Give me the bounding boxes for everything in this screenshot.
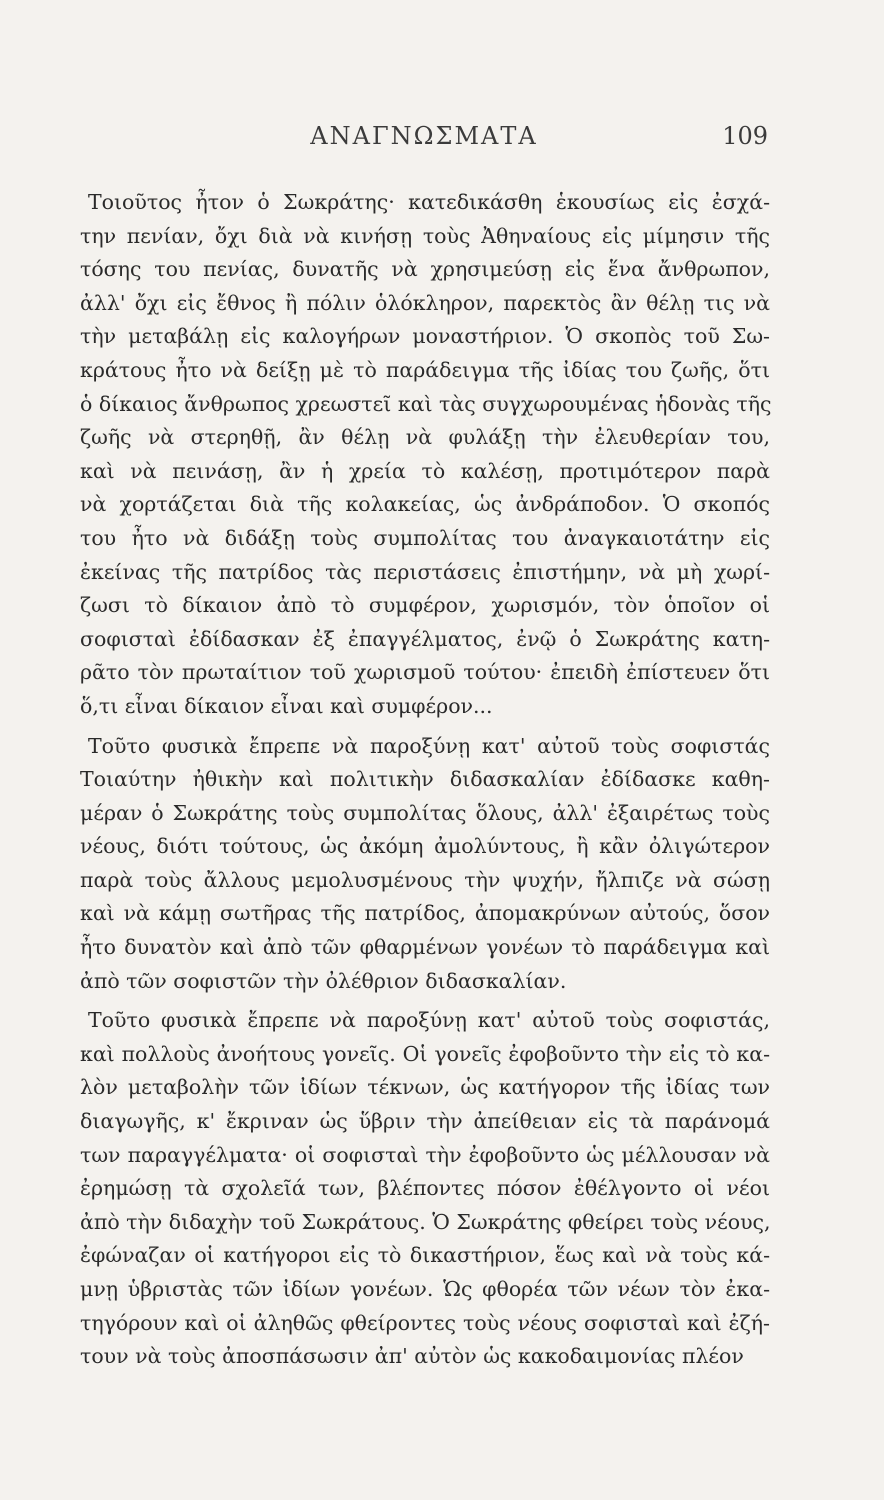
text-line: ζωῆς νὰ στερηθῇ, ἂν θέλῃ νὰ φυλάξῃ τὴν ἐλευθερίαν του,: [80, 425, 770, 450]
text-line: διαγωγῆς, κ' ἔκριναν ὡς ὕβριν τὴν ἀπείθειαν εἰς τὰ παράνομά: [80, 1109, 770, 1134]
text-line: ρᾶτο τὸν πρωταίτιον τοῦ χωρισμοῦ τούτου· ἐπειδὴ ἐπίστευεν ὅτι: [80, 660, 770, 685]
text-line: ἐρημώσῃ τὰ σχολεῖά των, βλέποντες πόσον ἐθέλγοντο οἱ νέοι: [80, 1176, 770, 1201]
text-line: κράτους ἦτο νὰ δείξῃ μὲ τὸ παράδειγμα τῆς ἰδίας του ζωῆς, ὅτι: [80, 357, 770, 382]
text-line: Τοιοῦτος ἦτον ὁ Σωκράτης· κατεδικάσθη ἑκουσίως εἰς ἐσχά-: [88, 190, 770, 214]
text-line: μνῃ ὑβριστὰς τῶν ἰδίων γονέων. Ὡς φθορέα τῶν νέων τὸν ἐκα-: [80, 1277, 770, 1301]
text-line: ἦτο δυνατὸν καὶ ἀπὸ τῶν φθαρμένων γονέων τὸ παράδειγμα καὶ: [80, 935, 770, 960]
text-line: Τοιαύτην ἠθικὴν καὶ πολιτικὴν διδασκαλίαν ἐδίδασκε καθη-: [80, 767, 770, 792]
text-line: ὅ,τι εἶναι δίκαιον εἶναι καὶ συμφέρον...: [80, 693, 493, 718]
running-title: ΑΝΑΓΝΩΣΜΑΤΑ: [310, 122, 538, 150]
text-line: νὰ χορτάζεται διὰ τῆς κολακείας, ὡς ἀνδράποδον. Ὁ σκοπός: [80, 492, 770, 517]
text-line: καὶ πολλοὺς ἀνοήτους γονεῖς. Οἱ γονεῖς ἐφοβοῦντο τὴν εἰς τὸ κα-: [80, 1041, 770, 1066]
body-text: [80, 186, 770, 1380]
text-line: του ἦτο νὰ διδάξῃ τοὺς συμπολίτας του ἀναγκαιοτάτην εἰς: [80, 525, 770, 550]
running-head: [80, 122, 768, 162]
text-line: την πενίαν, ὄχι διὰ νὰ κινήσῃ τοὺς Ἀθηναίους εἰς μίμησιν τῆς: [80, 223, 770, 248]
text-line: τόσης του πενίας, δυνατῆς νὰ χρησιμεύσῃ εἰς ἕνα ἄνθρωπον,: [80, 257, 770, 282]
text-line: ὁ δίκαιος ἄνθρωπος χρεωστεῖ καὶ τὰς συγχωρουμένας ἡδονὰς τῆς: [80, 391, 772, 416]
text-line: καὶ νὰ κάμῃ σωτῆρας τῆς πατρίδος, ἀπομακρύνων αὐτούς, ὅσον: [80, 901, 770, 926]
page-number: 109: [722, 122, 768, 150]
text-line: νέους, διότι τούτους, ὡς ἀκόμη ἀμολύντους, ἢ κἂν ὀλιγώτερον: [80, 834, 770, 859]
text-line: τουν νὰ τοὺς ἀποσπάσωσιν ἀπ' αὐτὸν ὡς κακοδαιμονίας πλέον: [80, 1344, 744, 1369]
text-line: ζωσι τὸ δίκαιον ἀπὸ τὸ συμφέρον, χωρισμόν, τὸν ὁποῖον οἱ: [80, 593, 770, 618]
text-line: τηγόρουν καὶ οἱ ἀληθῶς φθείροντες τοὺς νέους σοφισταὶ καὶ ἐζή-: [80, 1310, 770, 1335]
paragraph: [80, 186, 770, 724]
paragraph: [80, 730, 770, 999]
text-line: ἐκείνας τῆς πατρίδος τὰς περιστάσεις ἐπιστήμην, νὰ μὴ χωρί-: [80, 559, 770, 584]
text-line: των παραγγέλματα· οἱ σοφισταὶ τὴν ἐφοβοῦντο ὡς μέλλουσαν νὰ: [80, 1142, 770, 1167]
text-line: καὶ νὰ πεινάσῃ, ἂν ἡ χρεία τὸ καλέσῃ, προτιμότερον παρὰ: [80, 458, 770, 483]
text-line: λὸν μεταβολὴν τῶν ἰδίων τέκνων, ὡς κατήγορον τῆς ἰδίας των: [80, 1075, 770, 1100]
text-line: ἐφώναζαν οἱ κατήγοροι εἰς τὸ δικαστήριον, ἕως καὶ νὰ τοὺς κά-: [80, 1243, 770, 1268]
text-line: ἀπὸ τῶν σοφιστῶν τὴν ὀλέθριον διδασκαλίαν.: [80, 968, 567, 993]
paragraph: [80, 1004, 770, 1374]
text-line: σοφισταὶ ἐδίδασκαν ἐξ ἐπαγγέλματος, ἐνῷ ὁ Σωκράτης κατη-: [80, 626, 770, 651]
text-line: Τοῦτο φυσικὰ ἔπρεπε νὰ παροξύνῃ κατ' αὐτοῦ τοὺς σοφιστάς,: [88, 1008, 770, 1033]
text-line: ἀλλ' ὄχι εἰς ἔθνος ἢ πόλιν ὁλόκληρον, παρεκτὸς ἂν θέλῃ τις νὰ: [80, 290, 770, 315]
text-line: Τοῦτο φυσικὰ ἔπρεπε νὰ παροξύνῃ κατ' αὐτοῦ τοὺς σοφιστάς: [88, 733, 770, 758]
text-line: μέραν ὁ Σωκράτης τοὺς συμπολίτας ὅλους, ἀλλ' ἐξαιρέτως τοὺς: [80, 800, 770, 825]
text-line: ἀπὸ τὴν διδαχὴν τοῦ Σωκράτους. Ὁ Σωκράτης φθείρει τοὺς νέους,: [80, 1209, 771, 1234]
text-line: παρὰ τοὺς ἄλλους μεμολυσμένους τὴν ψυχήν, ἤλπιζε νὰ σώσῃ: [80, 867, 770, 892]
text-line: τὴν μεταβάλῃ εἰς καλογήρων μοναστήριον. Ὁ σκοπὸς τοῦ Σω-: [80, 324, 770, 349]
